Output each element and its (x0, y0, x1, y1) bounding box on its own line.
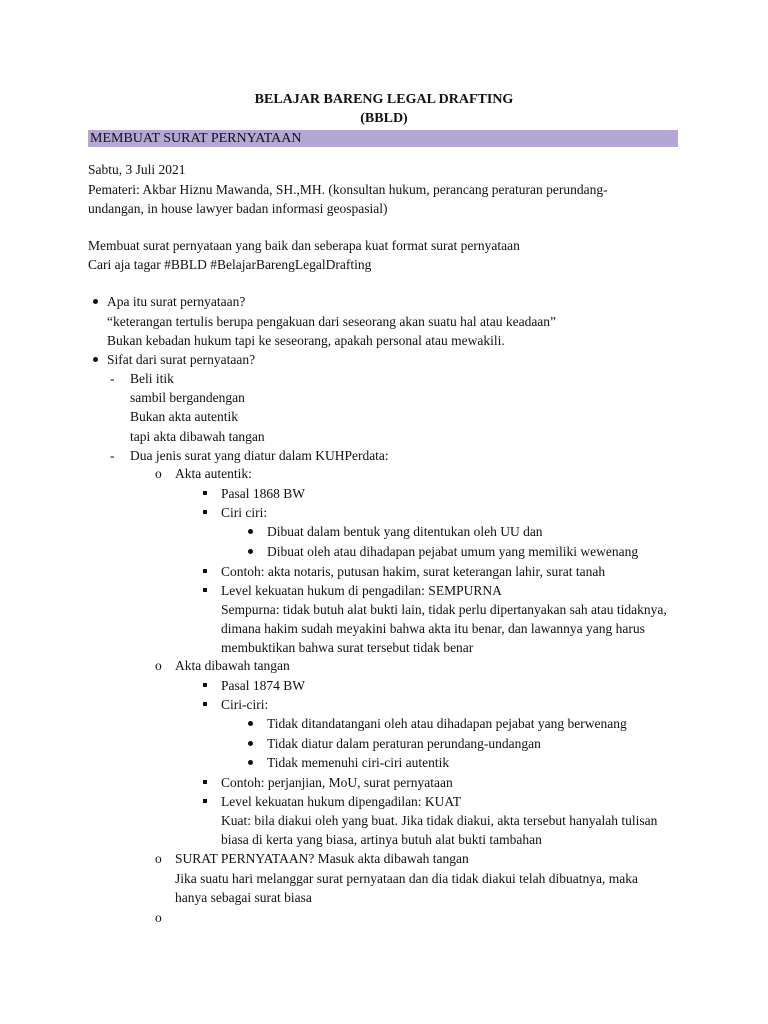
square-bullet-icon (203, 588, 207, 592)
list-item: Beli itik (130, 371, 174, 386)
list-item: hanya sebagai surat biasa (175, 890, 312, 905)
hashtag-line: Cari aja tagar #BBLD #BelajarBarengLegalDrafting (88, 257, 372, 272)
list-item: Tidak ditandatangani oleh atau dihadapan pejabat yang berwenang (267, 716, 627, 731)
bullet-icon (248, 529, 253, 534)
bullet-icon (248, 741, 253, 746)
definition-line: “keterangan tertulis berupa pengakuan dari seseorang akan suatu hal atau keadaan” (107, 314, 557, 329)
list-item: SURAT PERNYATAAN? Masuk akta dibawah tangan (175, 851, 469, 866)
speaker-line: Pemateri: Akbar Hiznu Mawanda, SH.,MH. (konsultan hukum, perancang peraturan perundang- (88, 182, 608, 197)
list-item: Akta autentik: (175, 466, 252, 481)
bullet-icon (248, 549, 253, 554)
date-line: Sabtu, 3 Juli 2021 (88, 162, 186, 177)
square-bullet-icon (203, 780, 207, 784)
bullet-icon (248, 721, 253, 726)
bullet-icon (248, 760, 253, 765)
list-item: Tidak memenuhi ciri-ciri autentik (267, 755, 450, 770)
list-item: Contoh: perjanjian, MoU, surat pernyataan (221, 775, 453, 790)
doc-title: BELAJAR BARENG LEGAL DRAFTING (254, 92, 514, 107)
bullet-icon (93, 357, 98, 362)
square-bullet-icon (203, 683, 207, 687)
list-item: Dibuat oleh atau dihadapan pejabat umum yang memiliki wewenang (267, 544, 639, 559)
list-item: Dibuat dalam bentuk yang ditentukan oleh UU dan (267, 524, 543, 539)
circle-marker: o (155, 466, 162, 481)
circle-marker: o (155, 658, 162, 673)
list-item: Kuat: bila diakui oleh yang buat. Jika tidak diakui, akta tersebut hanyalah tulisan (221, 813, 658, 828)
bullet-icon (93, 299, 98, 304)
list-item: sambil bergandengan (130, 390, 245, 405)
square-bullet-icon (203, 510, 207, 514)
square-bullet-icon (203, 569, 207, 573)
list-item: dimana hakim sudah meyakini bahwa akta itu benar, dan lawannya yang harus (221, 621, 645, 636)
list-item: Ciri ciri: (221, 505, 268, 520)
list-item: Level kekuatan hukum dipengadilan: KUAT (221, 794, 461, 809)
section-heading: MEMBUAT SURAT PERNYATAAN (90, 131, 302, 146)
list-item: Sempurna: tidak butuh alat bukti lain, tidak perlu dipertanyakan sah atau tidaknya, (221, 602, 667, 617)
list-item: Ciri-ciri: (221, 697, 269, 712)
square-bullet-icon (203, 799, 207, 803)
list-item: Pasal 1874 BW (221, 678, 305, 693)
list-item: biasa di kerta yang biasa, artinya butuh alat bukti tambahan (221, 832, 542, 847)
doc-subtitle: (BBLD) (360, 111, 408, 126)
list-item: Contoh: akta notaris, putusan hakim, surat keterangan lahir, surat tanah (221, 564, 606, 579)
dash-marker: - (110, 448, 115, 463)
list-item: Level kekuatan hukum di pengadilan: SEMPURNA (221, 583, 502, 598)
list-item: Jika suatu hari melanggar surat pernyataan dan dia tidak diakui telah dibuatnya, maka (175, 871, 638, 886)
bullet-question: Apa itu surat pernyataan? (107, 294, 246, 309)
circle-marker: o (155, 910, 162, 925)
circle-marker: o (155, 851, 162, 866)
list-item: Bukan akta autentik (130, 409, 238, 424)
list-item: Dua jenis surat yang diatur dalam KUHPerdata: (130, 448, 389, 463)
list-item: Tidak diatur dalam peraturan perundang-undangan (267, 736, 541, 751)
description-line: Membuat surat pernyataan yang baik dan seberapa kuat format surat pernyataan (88, 238, 520, 253)
list-item: Akta dibawah tangan (175, 658, 290, 673)
dash-marker: - (110, 371, 115, 386)
square-bullet-icon (203, 702, 207, 706)
square-bullet-icon (203, 491, 207, 495)
list-item: tapi akta dibawah tangan (130, 429, 265, 444)
list-item: Pasal 1868 BW (221, 486, 305, 501)
list-item: membuktikan bahwa surat tersebut tidak benar (221, 640, 474, 655)
bullet-question: Sifat dari surat pernyataan? (107, 352, 256, 367)
definition-note: Bukan kebadan hukum tapi ke seseorang, apakah personal atau mewakili. (107, 333, 505, 348)
speaker-line-cont: undangan, in house lawyer badan informasi geospasial) (88, 201, 388, 216)
section-heading-band (88, 130, 678, 147)
